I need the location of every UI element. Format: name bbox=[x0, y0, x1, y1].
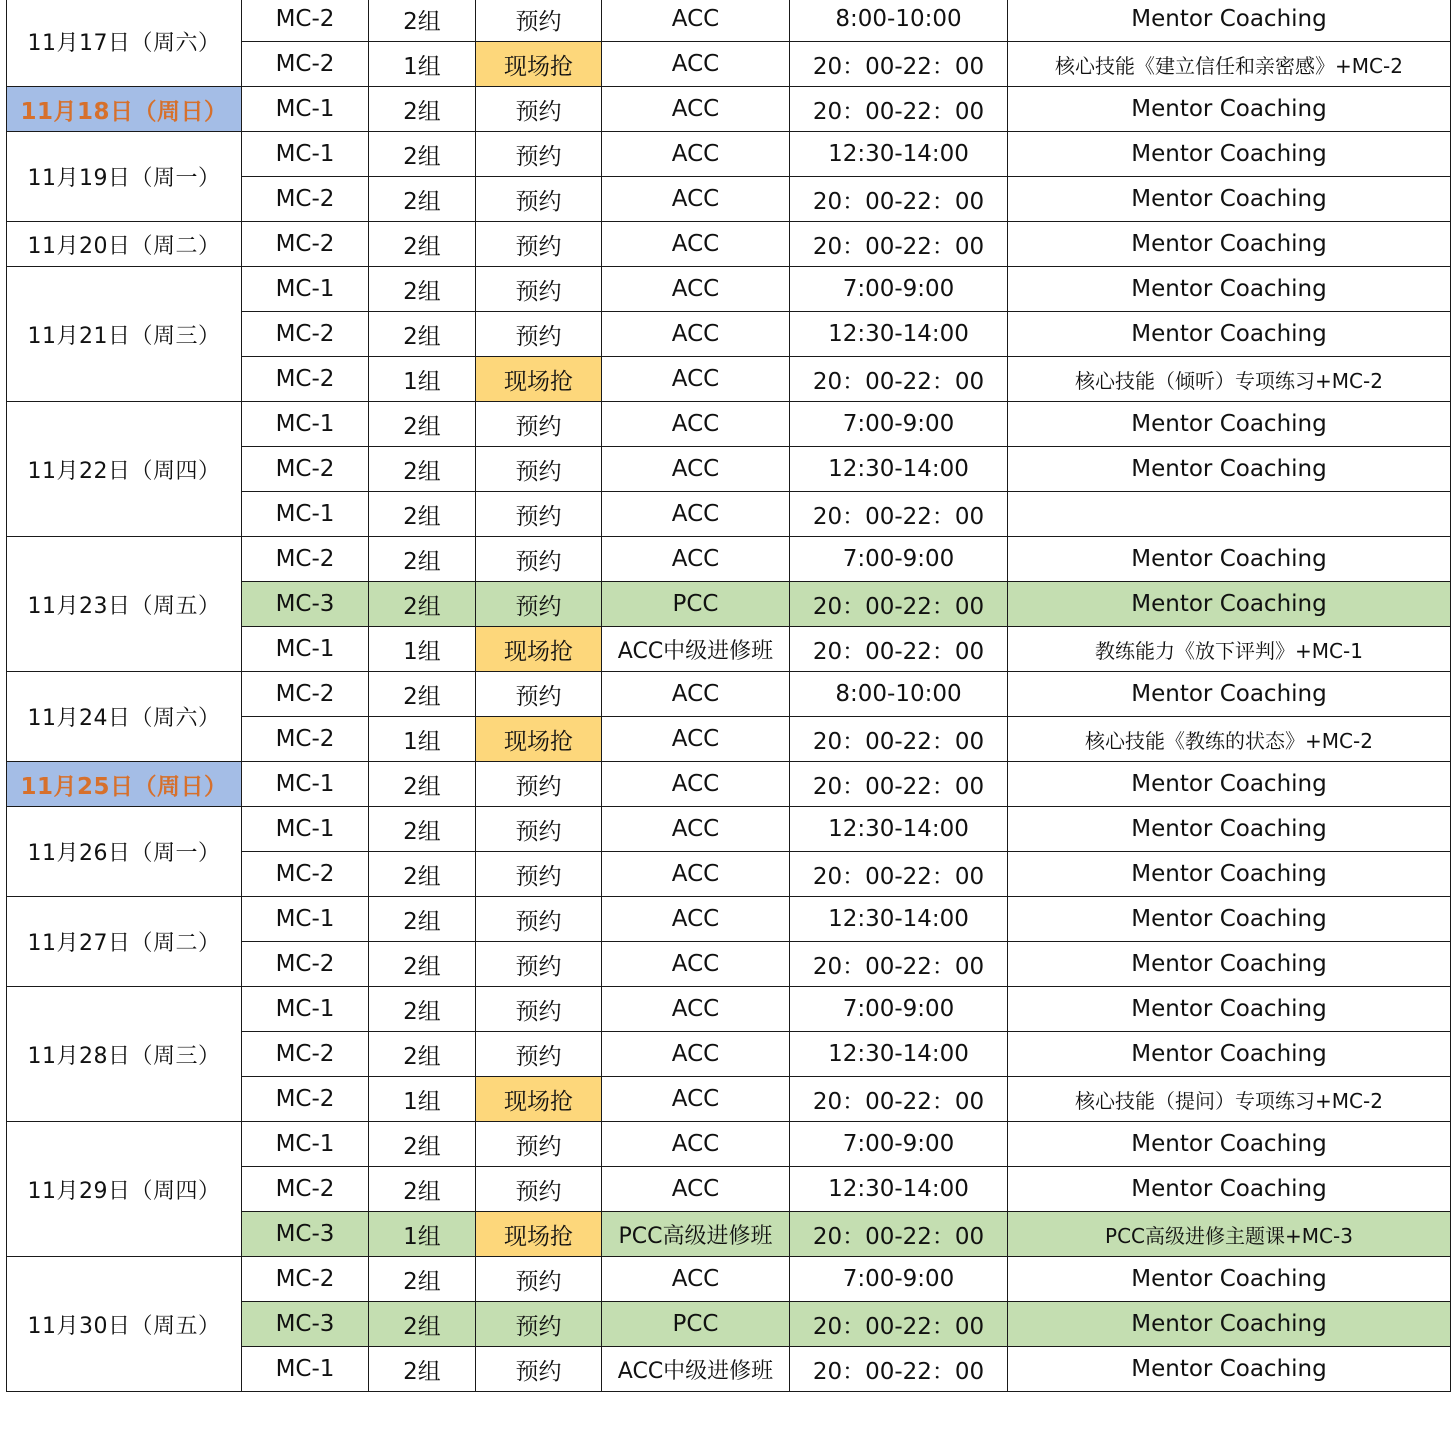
group-cell: 2组 bbox=[369, 1347, 476, 1392]
time-cell: 8:00-10:00 bbox=[790, 0, 1008, 42]
group-cell: 2组 bbox=[369, 1257, 476, 1302]
note-cell: Mentor Coaching bbox=[1008, 1302, 1451, 1347]
note-cell: Mentor Coaching bbox=[1008, 672, 1451, 717]
note-cell: Mentor Coaching bbox=[1008, 537, 1451, 582]
mode-cell: 预约 bbox=[476, 987, 602, 1032]
group-cell: 1组 bbox=[369, 627, 476, 672]
note-cell: Mentor Coaching bbox=[1008, 897, 1451, 942]
table-row bbox=[7, 132, 1451, 177]
date-cell: 11月27日（周二） bbox=[7, 897, 242, 987]
group-cell: 1组 bbox=[369, 1077, 476, 1122]
group-cell: 2组 bbox=[369, 582, 476, 627]
note-cell: Mentor Coaching bbox=[1008, 942, 1451, 987]
mode-cell: 预约 bbox=[476, 1302, 602, 1347]
level-cell: ACC bbox=[602, 0, 790, 42]
level-cell: PCC bbox=[602, 1302, 790, 1347]
time-cell: 20：00-22：00 bbox=[790, 492, 1008, 537]
date-cell: 11月30日（周五） bbox=[7, 1257, 242, 1392]
group-cell: 2组 bbox=[369, 1302, 476, 1347]
mc-cell: MC-2 bbox=[242, 1032, 369, 1077]
level-cell: ACC bbox=[602, 1257, 790, 1302]
mode-cell: 预约 bbox=[476, 762, 602, 807]
table-row bbox=[7, 897, 1451, 942]
note-cell: 核心技能（倾听）专项练习+MC-2 bbox=[1008, 357, 1451, 402]
time-cell: 12:30-14:00 bbox=[790, 447, 1008, 492]
group-cell: 1组 bbox=[369, 717, 476, 762]
mode-cell: 预约 bbox=[476, 1032, 602, 1077]
group-cell: 2组 bbox=[369, 402, 476, 447]
mc-cell: MC-3 bbox=[242, 582, 369, 627]
time-cell: 12:30-14:00 bbox=[790, 1032, 1008, 1077]
note-cell: Mentor Coaching bbox=[1008, 987, 1451, 1032]
mode-cell: 预约 bbox=[476, 537, 602, 582]
date-cell: 11月24日（周六） bbox=[7, 672, 242, 762]
table-row bbox=[7, 1257, 1451, 1302]
time-cell: 20：00-22：00 bbox=[790, 627, 1008, 672]
group-cell: 2组 bbox=[369, 312, 476, 357]
group-cell: 2组 bbox=[369, 132, 476, 177]
level-cell: ACC bbox=[602, 222, 790, 267]
mode-cell: 现场抢 bbox=[476, 1212, 602, 1257]
mc-cell: MC-3 bbox=[242, 1302, 369, 1347]
group-cell: 2组 bbox=[369, 897, 476, 942]
group-cell: 1组 bbox=[369, 357, 476, 402]
note-cell bbox=[1008, 492, 1451, 537]
note-cell: Mentor Coaching bbox=[1008, 1167, 1451, 1212]
time-cell: 20：00-22：00 bbox=[790, 1347, 1008, 1392]
note-cell: Mentor Coaching bbox=[1008, 447, 1451, 492]
note-cell: Mentor Coaching bbox=[1008, 582, 1451, 627]
time-cell: 20：00-22：00 bbox=[790, 852, 1008, 897]
note-cell: 教练能力《放下评判》+MC-1 bbox=[1008, 627, 1451, 672]
note-cell: Mentor Coaching bbox=[1008, 807, 1451, 852]
mc-cell: MC-2 bbox=[242, 222, 369, 267]
date-cell: 11月21日（周三） bbox=[7, 267, 242, 402]
time-cell: 20：00-22：00 bbox=[790, 87, 1008, 132]
note-cell: Mentor Coaching bbox=[1008, 1032, 1451, 1077]
group-cell: 2组 bbox=[369, 672, 476, 717]
mode-cell: 预约 bbox=[476, 87, 602, 132]
level-cell: ACC bbox=[602, 852, 790, 897]
level-cell: ACC bbox=[602, 177, 790, 222]
group-cell: 2组 bbox=[369, 267, 476, 312]
level-cell: ACC bbox=[602, 942, 790, 987]
mode-cell: 预约 bbox=[476, 582, 602, 627]
time-cell: 7:00-9:00 bbox=[790, 1257, 1008, 1302]
table-row bbox=[7, 402, 1451, 447]
mc-cell: MC-1 bbox=[242, 627, 369, 672]
mode-cell: 预约 bbox=[476, 942, 602, 987]
mode-cell: 现场抢 bbox=[476, 717, 602, 762]
mc-cell: MC-1 bbox=[242, 132, 369, 177]
mode-cell: 预约 bbox=[476, 312, 602, 357]
time-cell: 20：00-22：00 bbox=[790, 582, 1008, 627]
time-cell: 20：00-22：00 bbox=[790, 762, 1008, 807]
level-cell: ACC bbox=[602, 492, 790, 537]
table-row bbox=[7, 267, 1451, 312]
mc-cell: MC-2 bbox=[242, 1077, 369, 1122]
table-row bbox=[7, 87, 1451, 132]
level-cell: ACC bbox=[602, 1077, 790, 1122]
time-cell: 20：00-22：00 bbox=[790, 942, 1008, 987]
mc-cell: MC-1 bbox=[242, 897, 369, 942]
time-cell: 8:00-10:00 bbox=[790, 672, 1008, 717]
mc-cell: MC-1 bbox=[242, 402, 369, 447]
note-cell: Mentor Coaching bbox=[1008, 1122, 1451, 1167]
date-cell: 11月25日（周日） bbox=[7, 762, 242, 807]
mode-cell: 预约 bbox=[476, 807, 602, 852]
time-cell: 20：00-22：00 bbox=[790, 42, 1008, 87]
mode-cell: 预约 bbox=[476, 222, 602, 267]
mc-cell: MC-1 bbox=[242, 267, 369, 312]
mode-cell: 现场抢 bbox=[476, 42, 602, 87]
group-cell: 2组 bbox=[369, 1167, 476, 1212]
time-cell: 20：00-22：00 bbox=[790, 177, 1008, 222]
time-cell: 20：00-22：00 bbox=[790, 357, 1008, 402]
mode-cell: 预约 bbox=[476, 897, 602, 942]
mc-cell: MC-1 bbox=[242, 492, 369, 537]
schedule-body bbox=[7, 0, 1451, 1392]
mc-cell: MC-2 bbox=[242, 42, 369, 87]
level-cell: ACC bbox=[602, 267, 790, 312]
note-cell: Mentor Coaching bbox=[1008, 1257, 1451, 1302]
level-cell: ACC bbox=[602, 402, 790, 447]
mc-cell: MC-2 bbox=[242, 942, 369, 987]
group-cell: 2组 bbox=[369, 1032, 476, 1077]
level-cell: ACC bbox=[602, 807, 790, 852]
mc-cell: MC-3 bbox=[242, 1212, 369, 1257]
time-cell: 12:30-14:00 bbox=[790, 897, 1008, 942]
mc-cell: MC-2 bbox=[242, 447, 369, 492]
level-cell: ACC bbox=[602, 1122, 790, 1167]
date-cell: 11月29日（周四） bbox=[7, 1122, 242, 1257]
note-cell: Mentor Coaching bbox=[1008, 1347, 1451, 1392]
date-cell: 11月17日（周六） bbox=[7, 0, 242, 87]
level-cell: ACC bbox=[602, 312, 790, 357]
time-cell: 7:00-9:00 bbox=[790, 1122, 1008, 1167]
date-cell: 11月23日（周五） bbox=[7, 537, 242, 672]
date-cell: 11月20日（周二） bbox=[7, 222, 242, 267]
group-cell: 1组 bbox=[369, 42, 476, 87]
level-cell: ACC bbox=[602, 897, 790, 942]
time-cell: 12:30-14:00 bbox=[790, 1167, 1008, 1212]
schedule-table bbox=[6, 0, 1451, 1392]
note-cell: Mentor Coaching bbox=[1008, 177, 1451, 222]
mode-cell: 现场抢 bbox=[476, 357, 602, 402]
level-cell: ACC bbox=[602, 1167, 790, 1212]
date-cell: 11月26日（周一） bbox=[7, 807, 242, 897]
table-row bbox=[7, 222, 1451, 267]
group-cell: 2组 bbox=[369, 447, 476, 492]
mode-cell: 现场抢 bbox=[476, 1077, 602, 1122]
mode-cell: 预约 bbox=[476, 177, 602, 222]
mc-cell: MC-2 bbox=[242, 1257, 369, 1302]
note-cell: 核心技能《教练的状态》+MC-2 bbox=[1008, 717, 1451, 762]
time-cell: 20：00-22：00 bbox=[790, 1302, 1008, 1347]
group-cell: 2组 bbox=[369, 177, 476, 222]
mc-cell: MC-1 bbox=[242, 762, 369, 807]
note-cell: Mentor Coaching bbox=[1008, 267, 1451, 312]
mode-cell: 预约 bbox=[476, 267, 602, 312]
mode-cell: 预约 bbox=[476, 1257, 602, 1302]
mode-cell: 预约 bbox=[476, 672, 602, 717]
mc-cell: MC-1 bbox=[242, 987, 369, 1032]
level-cell: ACC bbox=[602, 1032, 790, 1077]
mc-cell: MC-2 bbox=[242, 537, 369, 582]
level-cell: ACC bbox=[602, 357, 790, 402]
mc-cell: MC-1 bbox=[242, 807, 369, 852]
level-cell: ACC bbox=[602, 87, 790, 132]
note-cell: Mentor Coaching bbox=[1008, 0, 1451, 42]
note-cell: PCC高级进修主题课+MC-3 bbox=[1008, 1212, 1451, 1257]
mode-cell: 现场抢 bbox=[476, 627, 602, 672]
group-cell: 2组 bbox=[369, 0, 476, 42]
mc-cell: MC-2 bbox=[242, 852, 369, 897]
table-row bbox=[7, 537, 1451, 582]
note-cell: Mentor Coaching bbox=[1008, 762, 1451, 807]
level-cell: PCC高级进修班 bbox=[602, 1212, 790, 1257]
table-row bbox=[7, 762, 1451, 807]
time-cell: 7:00-9:00 bbox=[790, 267, 1008, 312]
time-cell: 20：00-22：00 bbox=[790, 1077, 1008, 1122]
group-cell: 2组 bbox=[369, 492, 476, 537]
level-cell: ACC bbox=[602, 672, 790, 717]
table-row bbox=[7, 987, 1451, 1032]
level-cell: ACC bbox=[602, 42, 790, 87]
date-cell: 11月18日（周日） bbox=[7, 87, 242, 132]
time-cell: 20：00-22：00 bbox=[790, 1212, 1008, 1257]
group-cell: 2组 bbox=[369, 222, 476, 267]
mc-cell: MC-2 bbox=[242, 177, 369, 222]
mode-cell: 预约 bbox=[476, 1122, 602, 1167]
note-cell: Mentor Coaching bbox=[1008, 402, 1451, 447]
date-cell: 11月28日（周三） bbox=[7, 987, 242, 1122]
mc-cell: MC-2 bbox=[242, 357, 369, 402]
group-cell: 1组 bbox=[369, 1212, 476, 1257]
level-cell: ACC bbox=[602, 132, 790, 177]
mode-cell: 预约 bbox=[476, 1347, 602, 1392]
time-cell: 12:30-14:00 bbox=[790, 312, 1008, 357]
time-cell: 12:30-14:00 bbox=[790, 807, 1008, 852]
time-cell: 7:00-9:00 bbox=[790, 987, 1008, 1032]
note-cell: 核心技能（提问）专项练习+MC-2 bbox=[1008, 1077, 1451, 1122]
group-cell: 2组 bbox=[369, 942, 476, 987]
mode-cell: 预约 bbox=[476, 492, 602, 537]
mc-cell: MC-1 bbox=[242, 1347, 369, 1392]
level-cell: ACC bbox=[602, 762, 790, 807]
group-cell: 2组 bbox=[369, 987, 476, 1032]
time-cell: 12:30-14:00 bbox=[790, 132, 1008, 177]
date-cell: 11月19日（周一） bbox=[7, 132, 242, 222]
level-cell: ACC中级进修班 bbox=[602, 627, 790, 672]
group-cell: 2组 bbox=[369, 762, 476, 807]
table-row bbox=[7, 1122, 1451, 1167]
time-cell: 20：00-22：00 bbox=[790, 717, 1008, 762]
group-cell: 2组 bbox=[369, 87, 476, 132]
note-cell: Mentor Coaching bbox=[1008, 222, 1451, 267]
mc-cell: MC-2 bbox=[242, 312, 369, 357]
note-cell: Mentor Coaching bbox=[1008, 132, 1451, 177]
level-cell: PCC bbox=[602, 582, 790, 627]
group-cell: 2组 bbox=[369, 807, 476, 852]
mode-cell: 预约 bbox=[476, 402, 602, 447]
note-cell: 核心技能《建立信任和亲密感》+MC-2 bbox=[1008, 42, 1451, 87]
note-cell: Mentor Coaching bbox=[1008, 852, 1451, 897]
note-cell: Mentor Coaching bbox=[1008, 312, 1451, 357]
mode-cell: 预约 bbox=[476, 0, 602, 42]
mc-cell: MC-1 bbox=[242, 1122, 369, 1167]
mode-cell: 预约 bbox=[476, 132, 602, 177]
group-cell: 2组 bbox=[369, 537, 476, 582]
table-row bbox=[7, 672, 1451, 717]
level-cell: ACC中级进修班 bbox=[602, 1347, 790, 1392]
group-cell: 2组 bbox=[369, 852, 476, 897]
mc-cell: MC-2 bbox=[242, 672, 369, 717]
level-cell: ACC bbox=[602, 987, 790, 1032]
mode-cell: 预约 bbox=[476, 447, 602, 492]
mode-cell: 预约 bbox=[476, 852, 602, 897]
level-cell: ACC bbox=[602, 447, 790, 492]
time-cell: 20：00-22：00 bbox=[790, 222, 1008, 267]
table-row bbox=[7, 807, 1451, 852]
mc-cell: MC-2 bbox=[242, 0, 369, 42]
mode-cell: 预约 bbox=[476, 1167, 602, 1212]
table-row bbox=[7, 0, 1451, 42]
mc-cell: MC-1 bbox=[242, 87, 369, 132]
level-cell: ACC bbox=[602, 717, 790, 762]
date-cell: 11月22日（周四） bbox=[7, 402, 242, 537]
mc-cell: MC-2 bbox=[242, 717, 369, 762]
group-cell: 2组 bbox=[369, 1122, 476, 1167]
note-cell: Mentor Coaching bbox=[1008, 87, 1451, 132]
time-cell: 7:00-9:00 bbox=[790, 402, 1008, 447]
mc-cell: MC-2 bbox=[242, 1167, 369, 1212]
level-cell: ACC bbox=[602, 537, 790, 582]
time-cell: 7:00-9:00 bbox=[790, 537, 1008, 582]
